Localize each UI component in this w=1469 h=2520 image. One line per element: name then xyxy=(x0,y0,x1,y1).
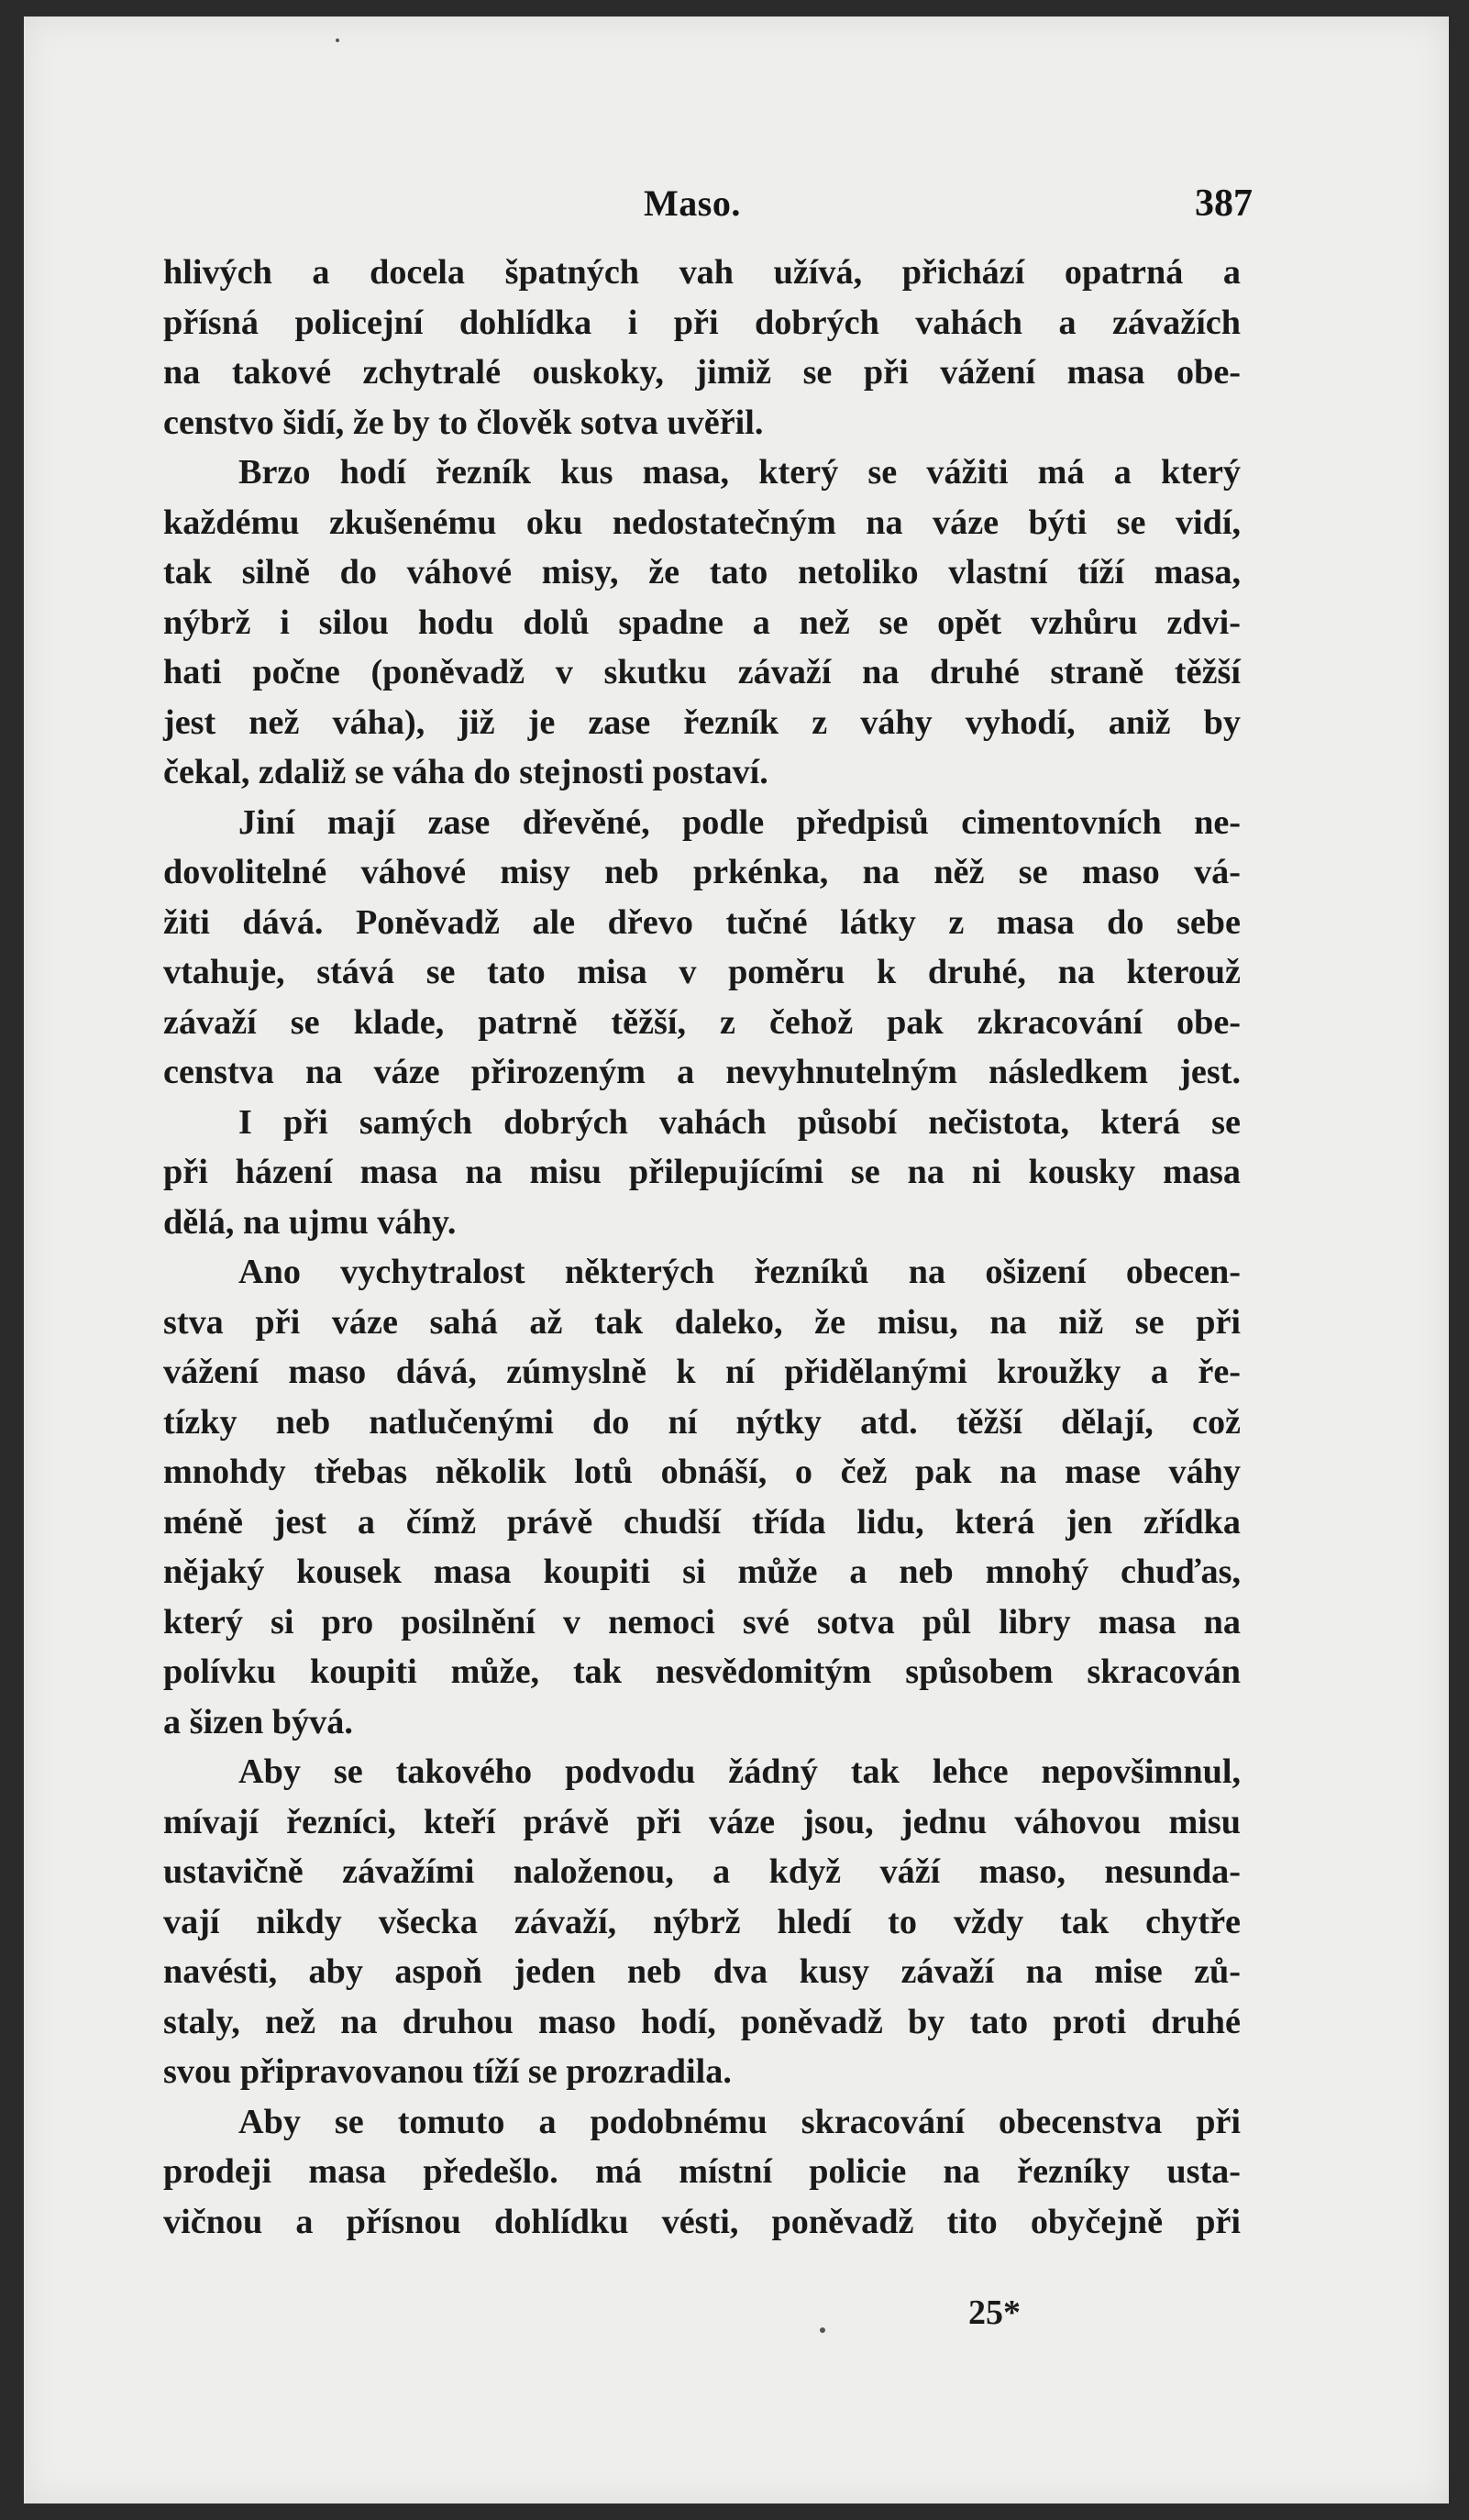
paper-speck xyxy=(336,39,339,42)
book-page xyxy=(24,17,1449,2503)
text-line: čekal, zdaliž se váha do stejnosti postaví. xyxy=(163,753,768,791)
text-line: Brzo hodí řezník kus masa, který se vážiti má a který xyxy=(238,453,1241,492)
text-line: censtvo šidí, že by to člověk sotva uvěřil. xyxy=(163,403,764,442)
paper-speck xyxy=(820,2327,825,2333)
text-line: Ano vychytralost některých řezníků na ošizení obecen- xyxy=(238,1253,1241,1291)
text-line: navésti, aby aspoň jeden neb dva kusy závaží na mise zů- xyxy=(163,1952,1241,1991)
text-line: hati počne (poněvadž v skutku závaží na druhé straně těžší xyxy=(163,653,1241,691)
text-line: polívku koupiti může, tak nesvědomitým spůsobem skracován xyxy=(163,1652,1241,1691)
text-line: přísná policejní dohlídka i při dobrých vahách a závažích xyxy=(163,303,1241,342)
text-line: vážení maso dává, zúmyslně k ní přidělanými kroužky a ře- xyxy=(163,1353,1241,1391)
text-line: mívají řezníci, kteří právě při váze jsou, jednu váhovou misu xyxy=(163,1802,1241,1841)
text-line: Jiní mají zase dřevěné, podle předpisů cimentovních ne- xyxy=(238,802,1241,842)
text-line: vtahuje, stává se tato misa v poměru k druhé, na kterouž xyxy=(163,953,1241,991)
text-line: který si pro posilnění v nemoci své sotva půl libry masa na xyxy=(163,1602,1241,1641)
text-line: každému zkušenému oku nedostatečným na váze býti se vidí, xyxy=(163,503,1241,542)
signature-mark: 25* xyxy=(968,2293,1021,2332)
text-line: vají nikdy všecka závaží, nýbrž hledí to vždy tak chytře xyxy=(163,1902,1241,1941)
text-line: tízky neb natlučenými do ní nýtky atd. těžší dělají, což xyxy=(163,1402,1241,1442)
text-line: prodeji masa předešlo. má místní policie na řezníky usta- xyxy=(163,2152,1241,2191)
text-line: dělá, na ujmu váhy. xyxy=(163,1202,457,1242)
text-line: staly, než na druhou maso hodí, poněvadž by tato proti druhé xyxy=(163,2002,1241,2041)
text-line: mnohdy třebas několik lotů obnáší, o čež pak na mase váhy xyxy=(163,1453,1241,1491)
page-number: 387 xyxy=(1195,182,1253,225)
text-line: Aby se takového podvodu žádný tak lehce nepovšimnul, xyxy=(238,1752,1241,1791)
page-header xyxy=(24,182,1449,227)
text-line: censtva na váze přirozeným a nevyhnutelným následkem jest. xyxy=(163,1053,1241,1091)
text-line: ustavičně závažími naloženou, a když váží maso, nesunda- xyxy=(163,1852,1241,1891)
text-line: Aby se tomuto a podobnému skracování obecenstva při xyxy=(238,2102,1241,2141)
text-line: vičnou a přísnou dohlídku vésti, poněvadž tito obyčejně při xyxy=(163,2202,1241,2241)
text-line: dovolitelné váhové misy neb prkénka, na něž se maso vá- xyxy=(163,853,1241,891)
text-line: nýbrž i silou hodu dolů spadne a než se opět vzhůru zdvi- xyxy=(163,602,1241,642)
running-title: Maso. xyxy=(644,182,741,224)
text-line: hlivých a docela špatných vah užívá, přichází opatrná a xyxy=(163,253,1241,292)
text-line: tak silně do váhové misy, že tato netoliko vlastní tíží masa, xyxy=(163,553,1241,591)
text-line: jest než váha), již je zase řezník z váhy vyhodí, aniž by xyxy=(163,702,1241,742)
text-line: závaží se klade, patrně těžší, z čehož pak zkracování obe- xyxy=(163,1002,1241,1042)
text-line: svou připravovanou tíží se prozradila. xyxy=(163,2052,732,2091)
text-line: žiti dává. Poněvadž ale dřevo tučné látky z masa do sebe xyxy=(163,902,1241,942)
text-line: při házení masa na misu přilepujícími se na ni kousky masa xyxy=(163,1153,1241,1191)
text-line: méně jest a čímž právě chudší třída lidu, která jen zřídka xyxy=(163,1502,1241,1542)
text-line: nějaký kousek masa koupiti si může a neb mnohý chuďas, xyxy=(163,1553,1241,1591)
text-line: a šizen bývá. xyxy=(163,1702,353,1741)
text-line: stva při váze sahá až tak daleko, že misu, na niž se při xyxy=(163,1302,1241,1342)
body-text xyxy=(163,248,1241,2247)
text-line: na takové zchytralé ouskoky, jimiž se při vážení masa obe- xyxy=(163,353,1241,392)
text-line: I při samých dobrých vahách působí nečistota, která se xyxy=(238,1102,1241,1142)
